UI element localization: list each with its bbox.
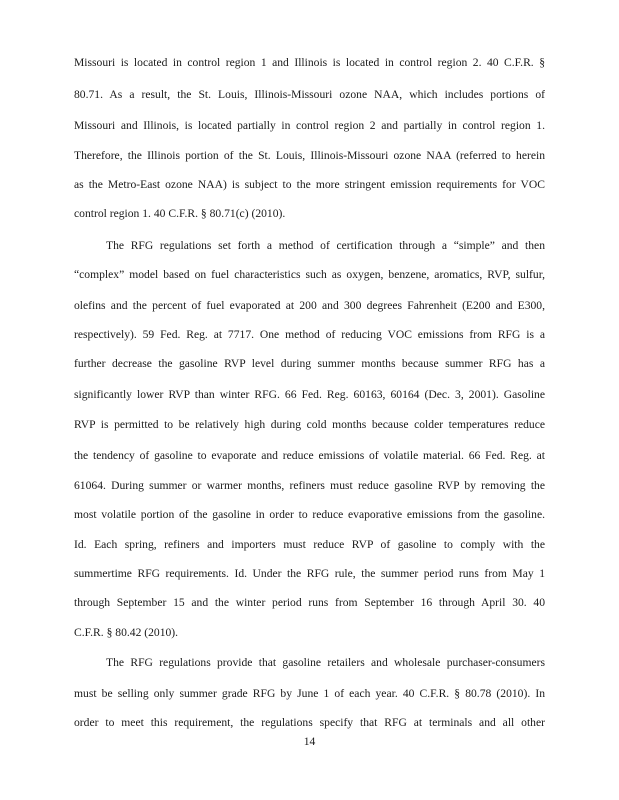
- body-text-line: must be selling only summer grade RFG by June 1 of each year. 40 C.F.R. § 80.78 (2010). In: [74, 687, 545, 700]
- body-text-line: 61064. During summer or warmer months, refiners must reduce gasoline RVP by removing the: [74, 479, 545, 492]
- paragraph-start-line: The RFG regulations set forth a method of certification through a “simple” and then: [106, 239, 545, 252]
- body-text-line: order to meet this requirement, the regulations specify that RFG at terminals and all other: [74, 716, 545, 729]
- body-text-line: further decrease the gasoline RVP level during summer months because summer RFG has a: [74, 357, 545, 370]
- body-text-line: respectively). 59 Fed. Reg. at 7717. One method of reducing VOC emissions from RFG is a: [74, 328, 545, 341]
- body-text-line: summertime RFG requirements. Id. Under the RFG rule, the summer period runs from May 1: [74, 567, 545, 580]
- body-text-line: “complex” model based on fuel characteristics such as oxygen, benzene, aromatics, RVP, sulfur,: [74, 268, 545, 281]
- body-text-line: 80.71. As a result, the St. Louis, Illinois-Missouri ozone NAA, which includes portions of: [74, 88, 545, 101]
- body-text-line: olefins and the percent of fuel evaporated at 200 and 300 degrees Fahrenheit (E200 and E300,: [74, 299, 545, 312]
- body-text-line: C.F.R. § 80.42 (2010).: [74, 626, 179, 639]
- body-text-line: Therefore, the Illinois portion of the St. Louis, Illinois-Missouri ozone NAA (referred to herein: [74, 149, 545, 162]
- body-text-line: Missouri is located in control region 1 and Illinois is located in control region 2. 40 C.F.R. §: [74, 56, 545, 69]
- body-text-line: most volatile portion of the gasoline in order to reduce evaporative emissions from the gasoline.: [74, 508, 545, 521]
- body-text-line: control region 1. 40 C.F.R. § 80.71(c) (2010).: [74, 207, 286, 220]
- body-text-line: significantly lower RVP than winter RFG. 66 Fed. Reg. 60163, 60164 (Dec. 3, 2001). Gasoline: [74, 388, 545, 401]
- body-text-line: the tendency of gasoline to evaporate and reduce emissions of volatile material. 66 Fed. Reg. at: [74, 449, 545, 462]
- body-text-line: Missouri and Illinois, is located partially in control region 2 and partially in control region 1.: [74, 119, 545, 132]
- page-number: 14: [303, 735, 316, 748]
- body-text-line: as the Metro-East ozone NAA) is subject to the more stringent emission requirements for VOC: [74, 178, 545, 191]
- body-text-line: Id. Each spring, refiners and importers must reduce RVP of gasoline to comply with the: [74, 538, 545, 551]
- body-text-line: through September 15 and the winter period runs from September 16 through April 30. 40: [74, 596, 545, 609]
- body-text-line: RVP is permitted to be relatively high during cold months because colder temperatures reduce: [74, 418, 545, 431]
- paragraph-start-line: The RFG regulations provide that gasoline retailers and wholesale purchaser-consumers: [106, 656, 545, 669]
